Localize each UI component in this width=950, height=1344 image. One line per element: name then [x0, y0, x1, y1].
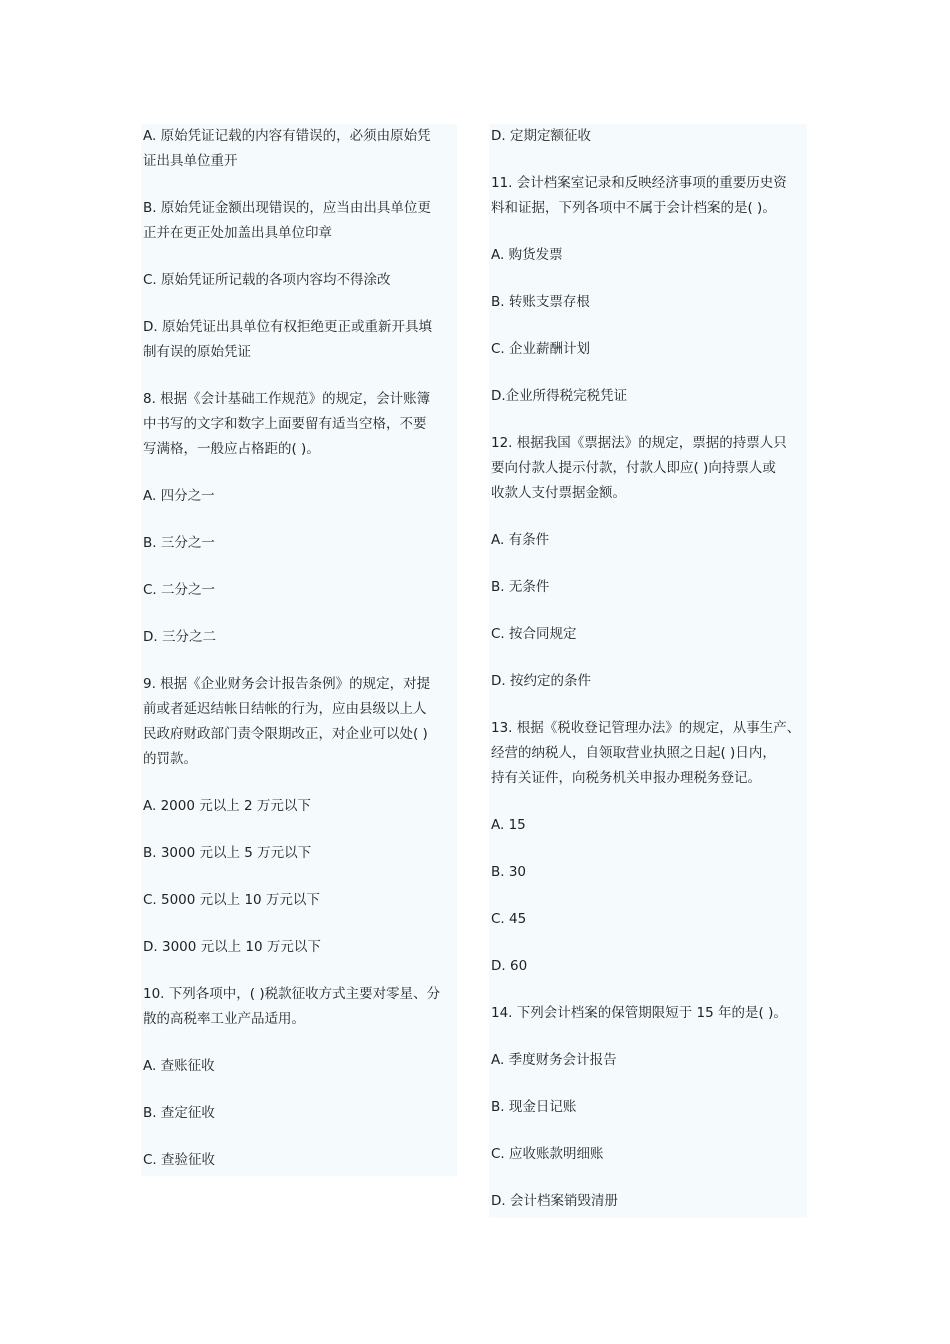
answer-option: A. 2000 元以上 2 万元以下	[143, 798, 311, 814]
answer-option: B. 30	[491, 864, 527, 880]
left-column	[141, 124, 457, 1176]
question-13: 13. 根据《税收登记管理办法》的规定，从事生产、 经营的纳税人，自领取营业执照之日起( )日内， 持有关证件，向税务机关申报办理税务登记。	[491, 720, 801, 786]
answer-option: C. 原始凭证所记载的各项内容均不得涂改	[143, 272, 391, 288]
answer-option: A. 查账征收	[143, 1058, 215, 1074]
answer-option: B. 三分之一	[143, 535, 215, 551]
answer-option: A. 有条件	[491, 532, 550, 548]
answer-option: C. 查验征收	[143, 1152, 216, 1168]
answer-option: D. 原始凭证出具单位有权拒绝更正或重新开具填 制有误的原始凭证	[143, 319, 432, 360]
answer-option: D. 三分之二	[143, 629, 216, 645]
answer-option: D. 会计档案销毁清册	[491, 1193, 618, 1209]
question-10: 10. 下列各项中，( )税款征收方式主要对零星、分 散的高税率工业产品适用。	[143, 986, 441, 1027]
question-8: 8. 根据《会计基础工作规范》的规定，会计账簿 中书写的文字和数字上面要留有适当空格，不要 写满格，一般应占格距的( )。	[143, 391, 431, 457]
answer-option: B. 转账支票存根	[491, 294, 590, 310]
answer-option: C. 二分之一	[143, 582, 216, 598]
answer-option: A. 季度财务会计报告	[491, 1052, 617, 1068]
answer-option: B. 无条件	[491, 579, 550, 595]
answer-option: C. 应收账款明细账	[491, 1146, 604, 1162]
question-14: 14. 下列会计档案的保管期限短于 15 年的是( )。	[491, 1005, 787, 1021]
answer-option: A. 15	[491, 817, 526, 833]
answer-option: D. 3000 元以上 10 万元以下	[143, 939, 321, 955]
answer-option: A. 四分之一	[143, 488, 215, 504]
answer-option: B. 查定征收	[143, 1105, 215, 1121]
answer-option: C. 按合同规定	[491, 626, 577, 642]
answer-option: A. 原始凭证记载的内容有错误的，必须由原始凭 证出具单位重开	[143, 128, 431, 169]
answer-option: C. 45	[491, 911, 527, 927]
answer-option: D.企业所得税完税凭证	[491, 388, 628, 404]
question-9: 9. 根据《企业财务会计报告条例》的规定，对提 前或者延迟结帐日结帐的行为，应由县级以上人 民政府财政部门责令限期改正，对企业可以处( ) 的罚款。	[143, 676, 431, 767]
answer-option: C. 5000 元以上 10 万元以下	[143, 892, 320, 908]
question-12: 12. 根据我国《票据法》的规定，票据的持票人只 要向付款人提示付款，付款人即应( )向持票人或 收款人支付票据金额。	[491, 435, 787, 501]
answer-option: D. 按约定的条件	[491, 673, 591, 689]
answer-option: C. 企业薪酬计划	[491, 341, 591, 357]
answer-option: B. 原始凭证金额出现错误的，应当由出具单位更 正并在更正处加盖出具单位印章	[143, 200, 431, 241]
answer-option: B. 3000 元以上 5 万元以下	[143, 845, 312, 861]
right-column	[489, 124, 807, 1218]
answer-option: B. 现金日记账	[491, 1099, 577, 1115]
question-11: 11. 会计档案室记录和反映经济事项的重要历史资 料和证据，下列各项中不属于会计档案的是( )。	[491, 175, 787, 216]
answer-option: D. 60	[491, 958, 528, 974]
answer-option: A. 购货发票	[491, 247, 563, 263]
answer-option: D. 定期定额征收	[491, 128, 591, 144]
